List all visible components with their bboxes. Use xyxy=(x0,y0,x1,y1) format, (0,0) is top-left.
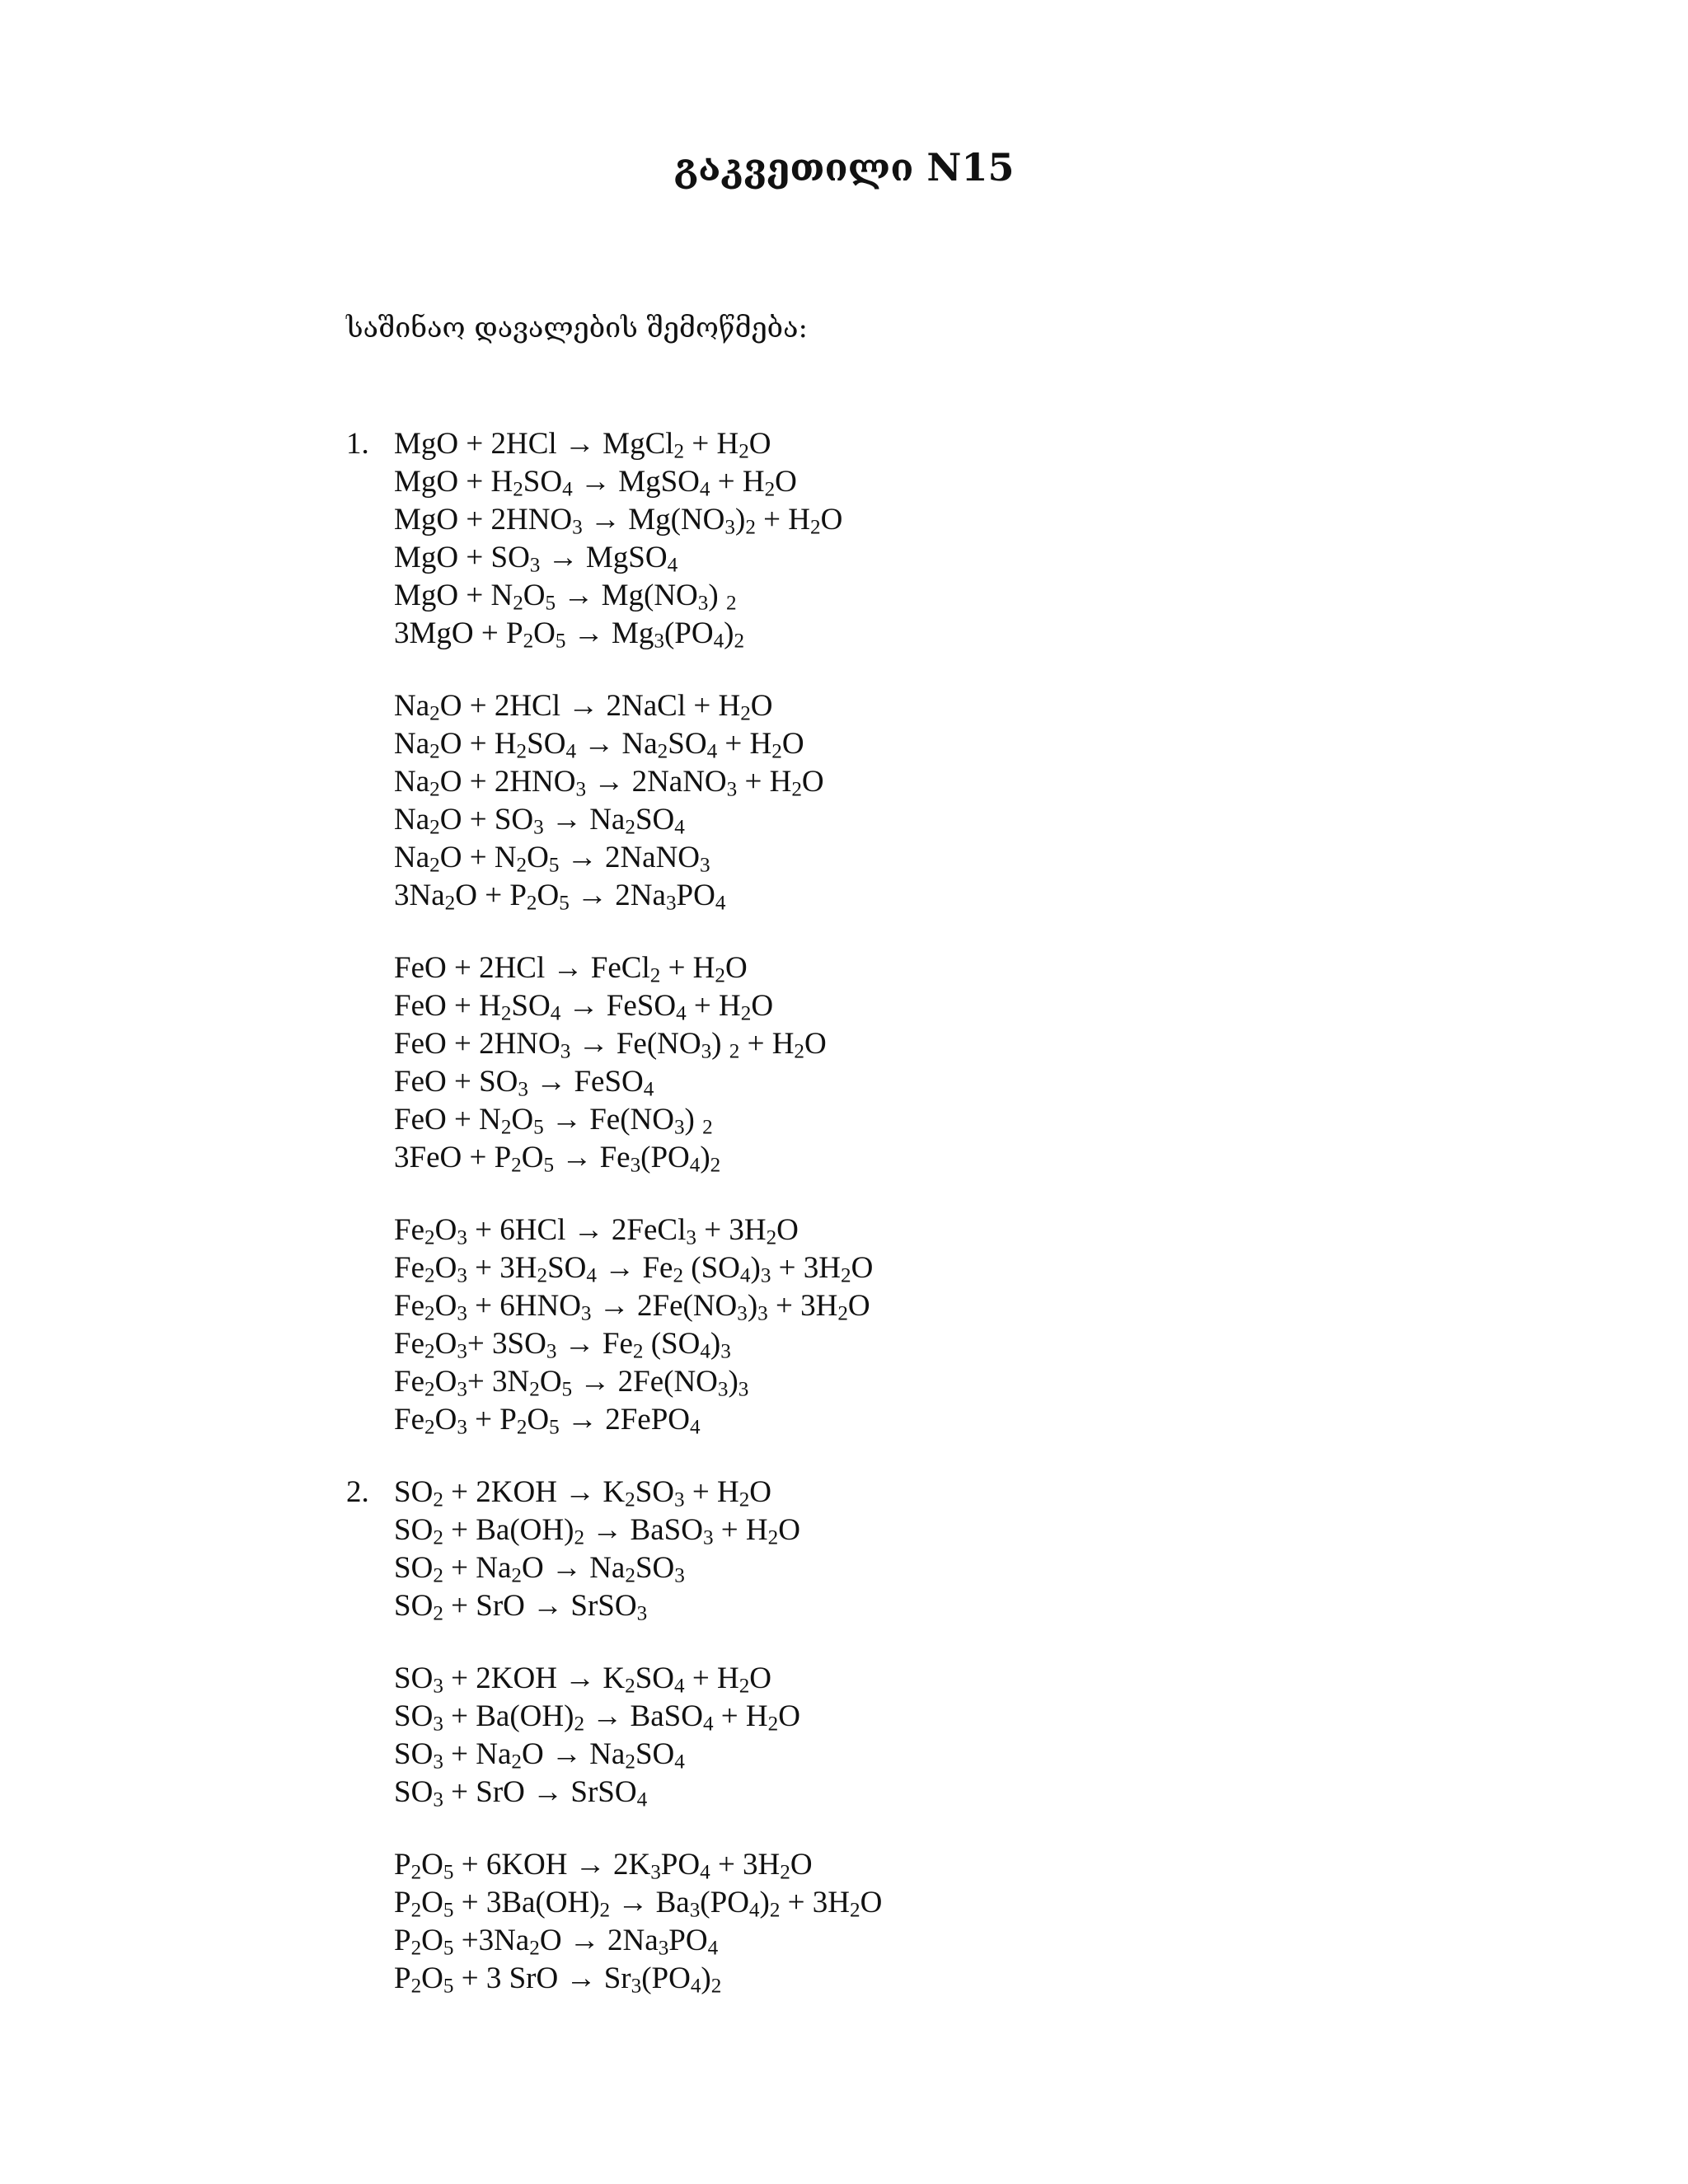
equation-group xyxy=(394,687,1500,915)
equation: $Na_2O + 2HCl$ → 2NaCl + $H_2O$ xyxy=(394,689,773,725)
equation: $Fe_2O_3 + 6HCl$ → 2FeCl$_3$ + $3H_2O$ xyxy=(394,1213,799,1249)
equation: $3MgO + P_2O_5 \to Mg_3(PO_4)_2$ xyxy=(394,616,745,653)
equation: $SO_2$ + SrO → SrSO$_3$ xyxy=(394,1589,648,1625)
equations-list xyxy=(346,425,1500,2032)
equation: MgO + 2HCl → MgCl$_2$ + $H_2O$ xyxy=(394,427,771,463)
equation-group xyxy=(394,1474,1500,1625)
equation: $SO_2 + Ba(OH)_2$ → BaSO$_3$ + $H_2O$ xyxy=(394,1513,800,1549)
page-title: გაკვეთილი N15 xyxy=(673,145,1015,190)
equation: FeO + $SO_3$ → FeSO$_4$ xyxy=(394,1065,654,1101)
equation: $Fe_2O_3+ 3N_2O_5 \to 2Fe(NO_3)_3$ xyxy=(394,1365,749,1401)
equation: MgO + $N_2O_5 \to Mg(NO_3)$ $_2$ xyxy=(394,579,737,615)
equation: $SO_3 + Ba(OH)_2$ → BaSO$_4$ + $H_2O$ xyxy=(394,1699,800,1736)
equation-group xyxy=(394,949,1500,1177)
section-heading: საშინაო დავალების შემოწმება: xyxy=(346,312,808,344)
equation: $Na_2O + 2HNO_3$ → 2NaNO$_3$ + $H_2O$ xyxy=(394,765,824,801)
equation: $Fe_2O_3 + 6HNO_3 \to 2Fe(NO_3)_3 + 3H_2O$ xyxy=(394,1289,870,1325)
equation: FeO + $H_2SO_4$ → FeSO$_4$ + $H_2O$ xyxy=(394,989,774,1025)
equation: $Na_2O + H_2SO_4 \to Na_2SO_4 + H_2O$ xyxy=(394,727,804,763)
equation: $Fe_2O_3+ 3SO_3 \to Fe_2$ $(SO_4)_3$ xyxy=(394,1327,731,1363)
equation-group xyxy=(394,1212,1500,1439)
equation: $SO_2 + Na_2O \to Na_2SO_3$ xyxy=(394,1551,685,1587)
equation: MgO + $SO_3$ → MgSO$_4$ xyxy=(394,541,678,577)
equation: $P_2O_5 +3Na_2O \to 2Na_3PO_4$ xyxy=(394,1924,719,1960)
task-1 xyxy=(346,425,1500,1439)
equation: $Na_2O + N_2O_5$ → 2NaNO$_3$ xyxy=(394,841,710,877)
equation: $P_2O_5 + 6KOH \to 2K_3PO_4 + 3H_2O$ xyxy=(394,1848,813,1884)
equation: $3FeO + P_2O_5 \to Fe_3(PO_4)_2$ xyxy=(394,1141,721,1177)
equation: $P_2O_5 + 3$ SrO → $Sr_3(PO_4)_2$ xyxy=(394,1961,722,1998)
equation: $SO_3 + Na_2O \to Na_2SO_4$ xyxy=(394,1737,685,1774)
task-number: 1. xyxy=(346,427,369,461)
equation: $Fe_2O_3 + 3H_2SO_4 \to Fe_2$ $(SO_4)_3 + 3H_2O$ xyxy=(394,1251,874,1287)
equation: $Na_2O + SO_3 \to Na_2SO_4$ xyxy=(394,803,685,839)
task-2 xyxy=(346,1474,1500,1998)
equation: MgO + $H_2SO_4$ → MgSO$_4$ + $H_2O$ xyxy=(394,465,797,501)
equation: $3Na_2O + P_2O_5 \to 2Na_3PO_4$ xyxy=(394,879,726,915)
equation: $SO_2 + 2KOH \to K_2SO_3 + H_2O$ xyxy=(394,1475,772,1511)
task-number: 2. xyxy=(346,1475,369,1509)
equation-group xyxy=(394,1660,1500,1811)
equation: $SO_3 + 2KOH \to K_2SO_4 + H_2O$ xyxy=(394,1661,772,1698)
equation: FeO + 2HCl → FeCl$_2$ + $H_2O$ xyxy=(394,951,748,987)
equation: $Fe_2O_3 + P_2O_5$ → 2FePO$_4$ xyxy=(394,1403,701,1439)
equation: FeO + $2HNO_3 \to Fe(NO_3) _2 + H_2O$ xyxy=(394,1027,827,1063)
equation-group xyxy=(394,1846,1500,1998)
equation: $P_2O_5 + 3Ba(OH)_2 \to Ba_3(PO_4)_2 + 3H_2O$ xyxy=(394,1886,883,1922)
equation: $SO_3$ + SrO → SrSO$_4$ xyxy=(394,1775,648,1811)
equation: MgO + $2HNO_3 \to Mg(NO_3)_2 + H_2O$ xyxy=(394,503,843,539)
equation-group xyxy=(394,425,1500,653)
equation: FeO + $N_2O_5 \to Fe(NO_3)$ $_2$ xyxy=(394,1103,713,1139)
